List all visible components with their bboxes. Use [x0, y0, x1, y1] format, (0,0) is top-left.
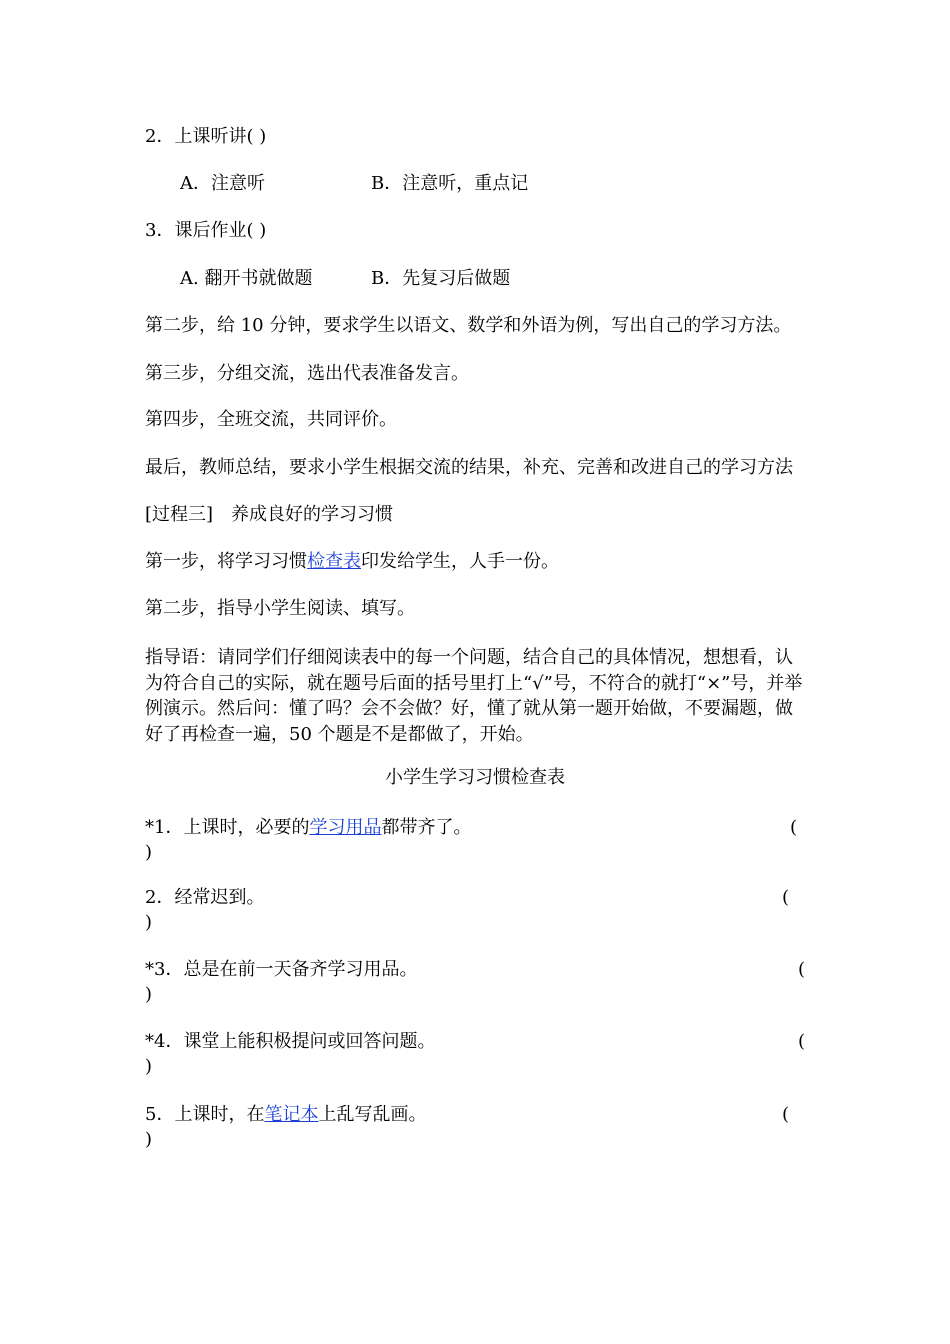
checklist-item-1-before: *1．上课时，必要的 [145, 817, 310, 838]
question-2-option-a: A．注意听 [180, 173, 265, 194]
checklist-item-1-after: 都带齐了。 [381, 817, 472, 838]
question-3-option-b: B．先复习后做题 [371, 268, 511, 289]
question-3-option-a: A. 翻开书就做题 [180, 268, 313, 289]
checklist-title: 小学生学习习惯检查表 [385, 767, 565, 788]
answer-open-paren: ( [798, 1031, 806, 1052]
answer-close-paren: ) [145, 984, 153, 1005]
checklist-item-5-before: 5．上课时，在 [145, 1104, 265, 1125]
answer-open-paren: ( [790, 817, 798, 838]
checklist-item-text: 2．经常迟到。 [145, 887, 265, 908]
answer-close-paren: ) [145, 1056, 153, 1077]
checklist-item-text [145, 816, 471, 840]
process-3-step-1-before: 第一步，将学习习惯 [145, 551, 307, 572]
process-3-step-1 [145, 550, 559, 574]
answer-open-paren: ( [782, 887, 790, 908]
checklist-item-text [145, 1103, 426, 1127]
checklist-link[interactable]: 检查表 [307, 551, 361, 572]
answer-close-paren: ) [145, 1129, 153, 1150]
step-4-text: 第四步，全班交流，共同评价。 [145, 409, 397, 430]
notebook-link[interactable]: 笔记本 [264, 1104, 319, 1125]
process-3-heading: [过程三] 养成良好的学习习惯 [145, 504, 394, 525]
process-3-step-2: 第二步，指导小学生阅读、填写。 [145, 598, 415, 619]
checklist-item-5-after: 上乱写乱画。 [318, 1104, 427, 1125]
step-3-text: 第三步，分组交流，选出代表准备发言。 [145, 363, 469, 384]
process-3-step-1-after: 印发给学生，人手一份。 [361, 551, 559, 572]
step-2-text: 第二步，给 10 分钟，要求学生以语文、数学和外语为例，写出自己的学习方法。 [145, 315, 792, 336]
school-supplies-link[interactable]: 学习用品 [309, 817, 382, 838]
question-2-option-b: B．注意听，重点记 [371, 173, 529, 194]
answer-close-paren: ) [145, 912, 153, 933]
answer-open-paren: ( [782, 1104, 790, 1125]
checklist-item-text: *4．课堂上能积极提问或回答问题。 [145, 1031, 436, 1052]
answer-close-paren: ) [145, 842, 153, 863]
final-summary-text: 最后，教师总结，要求小学生根据交流的结果，补充、完善和改进自己的学习方法 [145, 457, 793, 478]
answer-open-paren: ( [798, 959, 806, 980]
question-2-stem: 2．上课听讲( ) [145, 126, 267, 147]
question-3-stem: 3．课后作业( ) [145, 220, 267, 241]
guidance-paragraph: 指导语：请同学们仔细阅读表中的每一个问题，结合自己的具体情况，想想看，认为符合自己的实际，就在题号后面的括号里打上“√”号，不符合的就打“×”号，并举例演示。然后问：懂了吗？会不会做？好，懂了就从第一题开始做，不要漏题，做好了再检查一遍，50 个题是不是都做了，开始。 [145, 647, 803, 745]
checklist-item-text: *3．总是在前一天备齐学习用品。 [145, 959, 418, 980]
